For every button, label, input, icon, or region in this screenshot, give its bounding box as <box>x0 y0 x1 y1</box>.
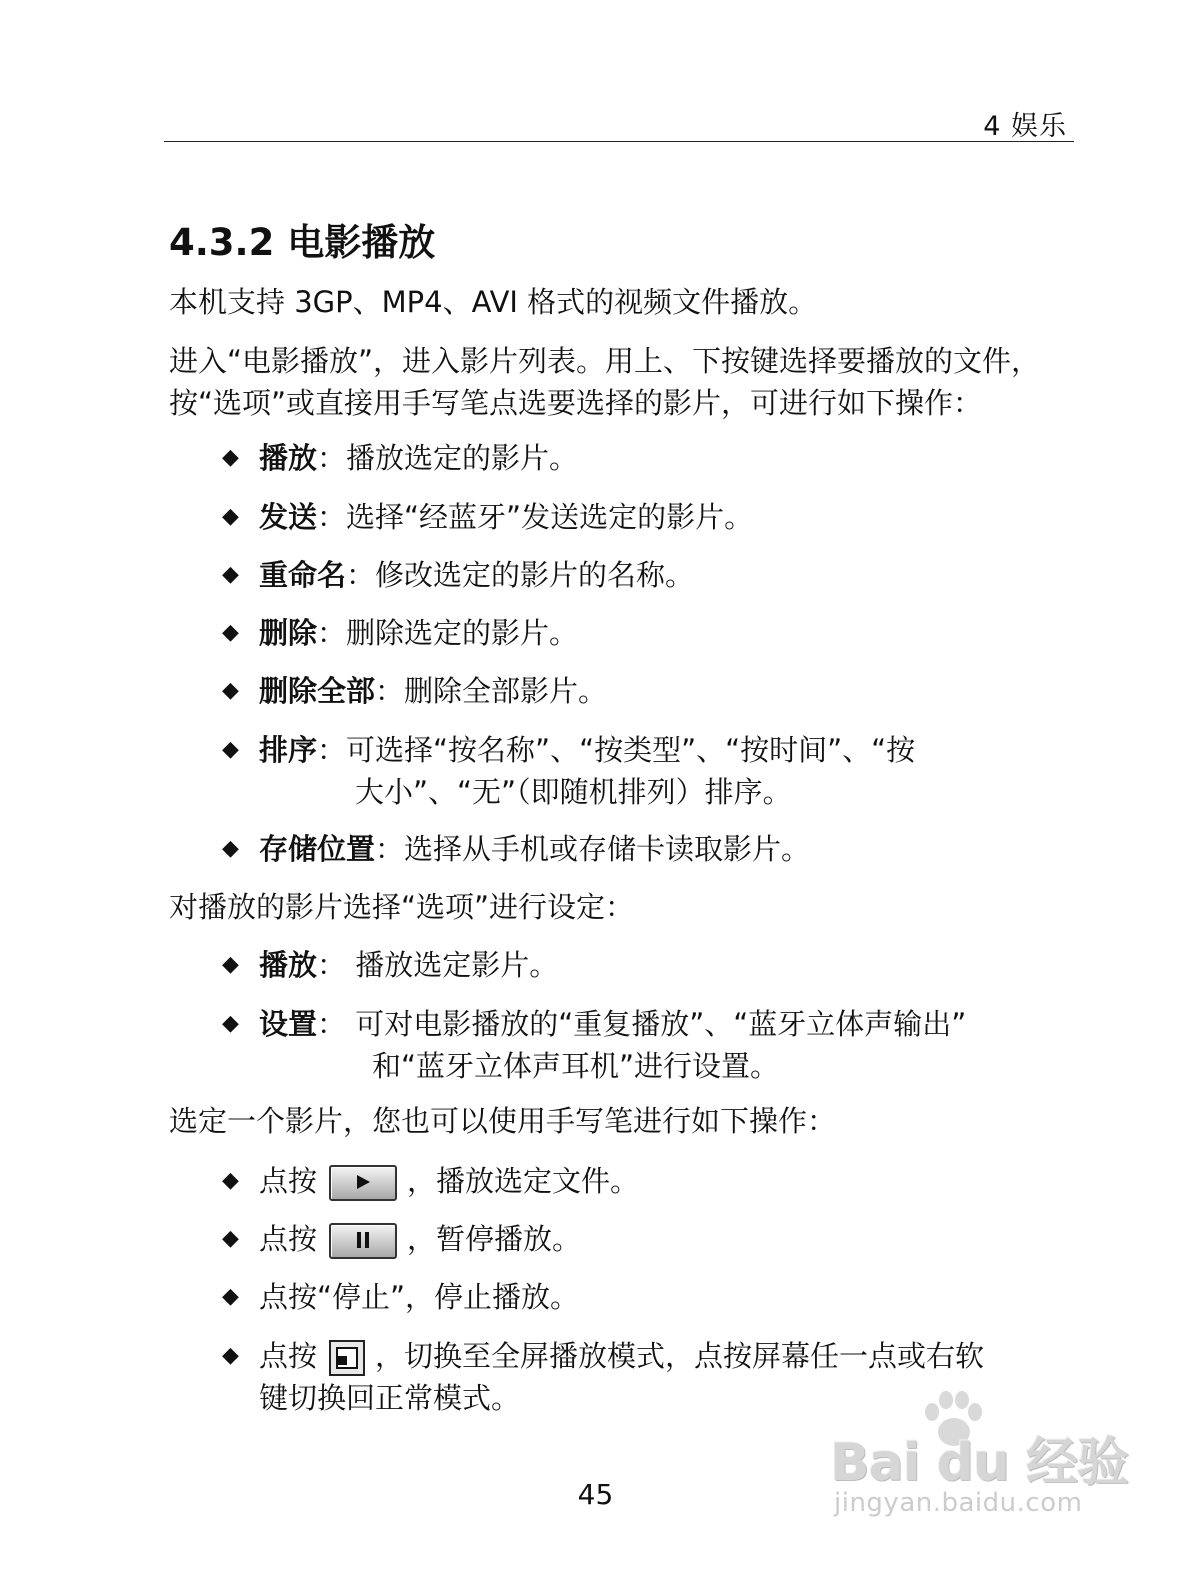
list-item <box>222 437 1072 479</box>
item-term: 播放 <box>259 441 318 475</box>
list-item <box>222 496 1072 538</box>
item-desc: ：可选择“按名称”、“按类型”、“按时间”、“按 <box>317 733 916 767</box>
list-item <box>222 612 1072 654</box>
item-desc: ：选择从手机或存储卡读取影片。 <box>375 832 811 866</box>
list-item <box>222 670 1072 712</box>
bullet-diamond-icon: ◆ <box>222 445 239 470</box>
bullet-diamond-icon: ◆ <box>222 678 239 703</box>
bullet-diamond-icon: ◆ <box>222 1284 239 1309</box>
watermark-url: jingyan.baidu.com <box>834 1488 1083 1518</box>
intro-paragraph: 本机支持 3GP、MP4、AVI 格式的视频文件播放。 <box>169 285 818 319</box>
bullet-diamond-icon: ◆ <box>222 620 239 645</box>
fullscreen-button-icon <box>329 1340 365 1376</box>
section-title: 4.3.2 电影播放 <box>169 221 436 264</box>
list-item <box>222 1160 1072 1202</box>
bullet-diamond-icon: ◆ <box>222 1226 239 1251</box>
item-text-continued: 键切换回正常模式。 <box>259 1381 521 1415</box>
item-desc: ：播放选定的影片。 <box>317 441 579 475</box>
list-item <box>222 944 1072 986</box>
play-button-icon <box>329 1165 397 1201</box>
item-text: 点按 <box>259 1222 318 1256</box>
bullet-diamond-icon: ◆ <box>222 1343 239 1368</box>
item-desc: ：修改选定的影片的名称。 <box>346 558 695 592</box>
item-text: ，切换至全屏播放模式，点按屏幕任一点或右软 <box>375 1339 985 1373</box>
enter-paragraph <box>169 340 1069 424</box>
item-desc-continued: 和“蓝牙立体声耳机”进行设置。 <box>372 1049 780 1083</box>
header-rule <box>164 141 1074 142</box>
list-item <box>222 1218 1072 1260</box>
item-desc: ：删除全部影片。 <box>375 674 608 708</box>
item-term: 排序 <box>259 733 318 767</box>
options-intro: 对播放的影片选择“选项”进行设定： <box>169 890 635 924</box>
item-text: ，播放选定文件。 <box>407 1164 640 1198</box>
item-text: 点按 <box>259 1164 318 1198</box>
bullet-diamond-icon: ◆ <box>222 504 239 529</box>
baidu-watermark <box>830 1390 1130 1530</box>
item-text: 点按 <box>259 1339 318 1373</box>
item-term: 设置 <box>259 1007 318 1041</box>
bullet-diamond-icon: ◆ <box>222 1011 239 1036</box>
bullet-diamond-icon: ◆ <box>222 952 239 977</box>
bullet-diamond-icon: ◆ <box>222 562 239 587</box>
list-item <box>222 828 1072 870</box>
item-term: 播放 <box>259 948 318 982</box>
bullet-diamond-icon: ◆ <box>222 1168 239 1193</box>
item-desc: ： 播放选定影片。 <box>317 948 559 982</box>
chapter-header: 4 娱乐 <box>983 111 1067 142</box>
watermark-logo: Bai du 经验 <box>830 1433 1128 1493</box>
pause-button-icon <box>329 1223 397 1259</box>
bullet-diamond-icon: ◆ <box>222 737 239 762</box>
list-item <box>222 1276 1072 1318</box>
bullet-diamond-icon: ◆ <box>222 836 239 861</box>
stylus-intro: 选定一个影片，您也可以使用手写笔进行如下操作： <box>169 1104 837 1138</box>
item-term: 删除 <box>259 616 318 650</box>
item-text: ，暂停播放。 <box>407 1222 582 1256</box>
item-desc: ： 可对电影播放的“重复播放”、“蓝牙立体声输出” <box>317 1007 967 1041</box>
list-item <box>222 1003 1072 1087</box>
item-term: 发送 <box>259 500 318 534</box>
item-term: 重命名 <box>259 558 347 592</box>
enter-line-1: 进入“电影播放”，进入影片列表。用上、下按键选择要播放的文件， <box>169 344 1041 378</box>
enter-line-2: 按“选项”或直接用手写笔点选要选择的影片，可进行如下操作： <box>169 386 983 420</box>
list-item <box>222 729 1072 813</box>
item-term: 删除全部 <box>259 674 376 708</box>
item-desc-continued: 大小”、“无”（即随机排列）排序。 <box>355 775 792 809</box>
item-term: 存储位置 <box>259 832 376 866</box>
item-text: 点按“停止”，停止播放。 <box>259 1280 580 1314</box>
page-number: 45 <box>577 1478 614 1511</box>
item-desc: ：选择“经蓝牙”发送选定的影片。 <box>317 500 754 534</box>
list-item <box>222 554 1072 596</box>
item-desc: ：删除选定的影片。 <box>317 616 579 650</box>
